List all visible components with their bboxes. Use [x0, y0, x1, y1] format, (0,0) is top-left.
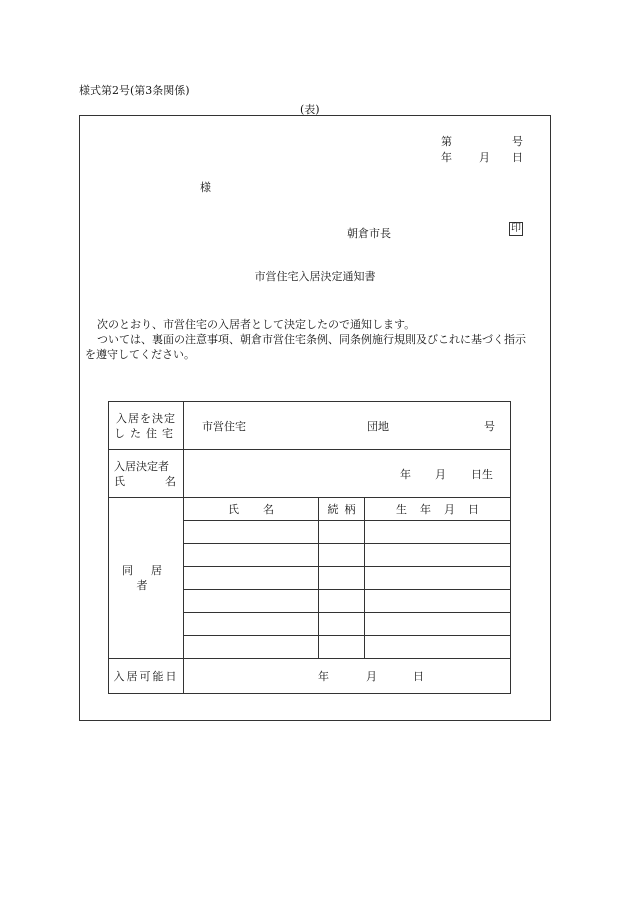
- decided-person-label-cell: [109, 450, 184, 498]
- birth-year: 年: [400, 467, 411, 481]
- move-in-value-cell[interactable]: [184, 659, 511, 694]
- issue-date-month: 月: [479, 151, 490, 164]
- cohabitant-relation-cell[interactable]: [319, 590, 365, 613]
- housing-gou: 号: [484, 419, 495, 433]
- cohabitant-name-cell[interactable]: [184, 613, 319, 636]
- issuer-name: 朝倉市長: [347, 227, 391, 240]
- col-birth-header: 生年月日: [365, 498, 511, 521]
- cohabitant-name-cell[interactable]: [184, 567, 319, 590]
- cohabitant-birth-cell[interactable]: [365, 590, 511, 613]
- cohabitant-birth-cell[interactable]: [365, 521, 511, 544]
- document-number-label: 第: [441, 135, 452, 148]
- move-in-month: 月: [366, 670, 377, 683]
- recipient-honorific: 様: [200, 181, 211, 194]
- decided-person-row: [109, 450, 511, 498]
- housing-row: [109, 402, 511, 450]
- notice-table: [108, 401, 511, 694]
- form-id: 様式第2号(第3条関係): [79, 84, 190, 97]
- move-in-day: 日: [413, 670, 424, 683]
- move-in-label: 入居可能日: [113, 669, 179, 683]
- cohabitants-label-cell: [109, 498, 184, 659]
- document-title: 市営住宅入居決定通知書: [254, 270, 376, 283]
- body-line-1: 次のとおり、市営住宅の入居者として決定したので通知します。: [97, 318, 416, 331]
- housing-prefix: 市営住宅: [202, 419, 246, 433]
- issue-date-year: 年: [441, 151, 452, 164]
- seal-icon: 印: [511, 223, 521, 234]
- cohabitant-name-cell[interactable]: [184, 590, 319, 613]
- col-name-header: 氏名: [184, 498, 319, 521]
- birth-month: 月: [435, 467, 446, 481]
- cohabitant-name-cell[interactable]: [184, 636, 319, 659]
- birth-day: 日生: [471, 467, 493, 481]
- move-in-label-cell: [109, 659, 184, 694]
- housing-label-cell: [109, 402, 184, 450]
- cohabitant-relation-cell[interactable]: [319, 521, 365, 544]
- move-in-row: [109, 659, 511, 694]
- cohabitant-name-cell[interactable]: [184, 521, 319, 544]
- move-in-year: 年: [318, 670, 329, 683]
- cohabitant-relation-cell[interactable]: [319, 636, 365, 659]
- cohabitant-name-cell[interactable]: [184, 544, 319, 567]
- housing-value-cell[interactable]: [184, 402, 511, 450]
- cohabitant-relation-cell[interactable]: [319, 613, 365, 636]
- decided-person-value-cell[interactable]: [184, 450, 511, 498]
- cohabitant-header-row: [109, 498, 511, 521]
- body-line-3: を遵守してください。: [85, 348, 195, 361]
- housing-label: 入居を決定 した住宅: [114, 411, 178, 440]
- document-number-suffix: 号: [512, 135, 523, 148]
- cohabitant-relation-cell[interactable]: [319, 544, 365, 567]
- cohabitants-label: 同居者: [122, 564, 180, 592]
- housing-danchi: 団地: [367, 419, 389, 433]
- decided-person-label: 入居決定者 氏 名: [114, 459, 176, 488]
- cohabitant-birth-cell[interactable]: [365, 636, 511, 659]
- cohabitant-birth-cell[interactable]: [365, 544, 511, 567]
- front-side-label: (表): [300, 103, 320, 116]
- issue-date-day: 日: [512, 151, 523, 164]
- cohabitant-birth-cell[interactable]: [365, 567, 511, 590]
- cohabitant-relation-cell[interactable]: [319, 567, 365, 590]
- cohabitant-birth-cell[interactable]: [365, 613, 511, 636]
- body-line-2: ついては、裏面の注意事項、朝倉市営住宅条例、同条例施行規則及びこれに基づく指示: [97, 333, 526, 346]
- col-relation-header: 続柄: [319, 498, 365, 521]
